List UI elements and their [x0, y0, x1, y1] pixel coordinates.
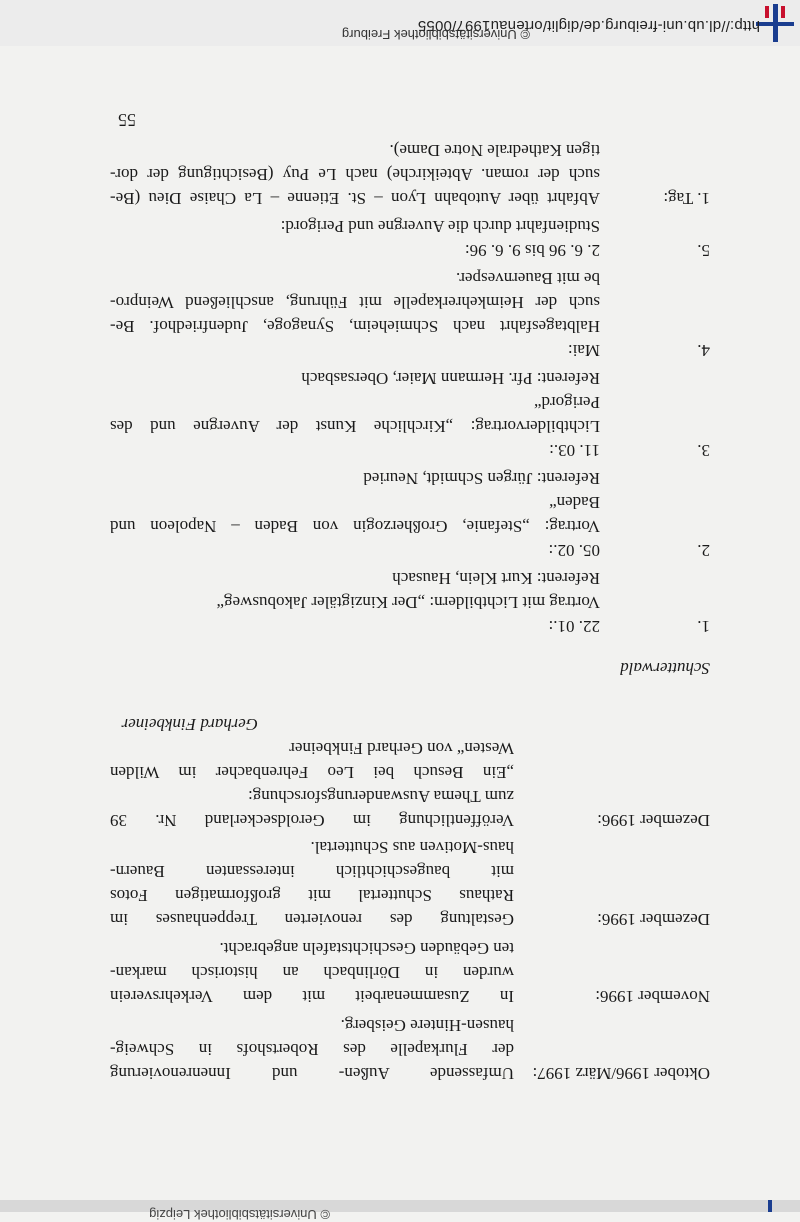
copyright-partial: © Universitätsbibliothek Leipzig — [149, 1207, 330, 1222]
entry-line: mit baugeschichtlich interessanten Bauern- — [110, 862, 514, 881]
entry-number: 3. — [697, 441, 710, 460]
entry-line: Lichtbildervortrag: „Kirchliche Kunst der Auvergne und des — [110, 417, 600, 436]
entry-line: Baden“ — [549, 493, 600, 512]
entry-line: ten Gebäuden Geschichtstafeln angebracht. — [219, 939, 514, 958]
entry-date: November 1996: — [595, 987, 710, 1006]
entry-line: In Zusammenarbeit mit dem Verkehrsverein — [110, 987, 514, 1006]
entry-number: 4. — [697, 341, 710, 360]
entry-date: Dezember 1996: — [597, 811, 710, 830]
entry-line: der Flurkapelle des Robertshofs in Schweig- — [110, 1040, 514, 1059]
entry-line: Veröffentlichung im Geroldseckerland Nr. 39 — [110, 811, 514, 830]
entry-line: haus-Motiven aus Schuttertal. — [310, 838, 514, 857]
entry-date: Dezember 1996: — [597, 910, 710, 929]
entry-line: be mit Bauernvesper. — [456, 269, 600, 288]
entry-line: Vortrag mit Lichtbildern: „Der Kinzigtäler Jakobusweg“ — [216, 593, 600, 612]
entry-date: 22. 01.: — [548, 617, 600, 636]
entry-number: 1. Tag: — [663, 189, 710, 208]
entry-line: Rathaus Schuttertal mit großformatigen Fotos — [110, 886, 514, 905]
entry-line: Studienfahrt durch die Auvergne und Perigord: — [280, 217, 600, 236]
entry-line: Westen“ von Gerhard Finkbeiner — [289, 739, 514, 758]
entry-date: Oktober 1996/März 1997: — [532, 1064, 710, 1083]
entry-date: 11. 03.: — [549, 441, 600, 460]
signature: Gerhard Finkbeiner — [121, 715, 258, 734]
entry-line: hausen-Hintere Geisberg. — [340, 1016, 514, 1035]
header-strip — [0, 1200, 800, 1222]
page-number: 55 — [118, 110, 136, 130]
entry-date: Mai: — [567, 341, 600, 360]
entry-line: Referent: Pfr. Hermann Maier, Obersasbach — [301, 369, 600, 388]
entry-line: tigen Kathedrale Notre Dame). — [389, 141, 600, 160]
entry-line: Vortrag: „Stefanie, Großherzogin von Baden – Napoleon und — [110, 517, 600, 536]
entry-number: 5. — [697, 241, 710, 260]
entry-date: 2. 6. 96 bis 9. 6. 96: — [464, 241, 600, 260]
entry-line: Referent: Jürgen Schmidt, Neuried — [363, 469, 600, 488]
entry-line: Umfassende Außen- und Innenrenovierung — [110, 1064, 514, 1083]
entry-line: such der roman. Abteikirche) nach Le Puy (Besichtigung der dor- — [110, 165, 600, 184]
entry-line: Abfahrt über Autobahn Lyon – St. Etienne – La Chaise Dieu (Be- — [110, 189, 600, 208]
entry-line: Gestaltung des renovierten Treppenhauses im — [110, 910, 514, 929]
entry-line: „Ein Besuch bei Leo Fehrenbacher im Wilden — [110, 763, 514, 782]
entry-line: Perigord“ — [533, 393, 600, 412]
entry-number: 2. — [697, 541, 710, 560]
entry-line: Halbtagesfahrt nach Schmieheim, Synagoge, Judenfriedhof. Be- — [110, 317, 600, 336]
entry-line: zum Thema Auswanderungsforschung: — [248, 787, 514, 806]
entry-date: 05. 02.: — [548, 541, 600, 560]
library-logo-small — [765, 1200, 775, 1212]
copyright-notice: © Universitätsbibliothek Freiburg — [341, 27, 530, 42]
footer-strip — [0, 0, 800, 46]
entry-line: wurden in Dörlinbach an historisch markan- — [110, 963, 514, 982]
entry-line: Referent: Kurt Klein, Hausach — [392, 569, 600, 588]
entry-line: such der Heimkehrerkapelle mit Führung, anschließend Weinpro- — [110, 293, 600, 312]
section-title: Schutterwald — [620, 659, 710, 678]
entry-number: 1. — [697, 617, 710, 636]
source-url-link[interactable]: http://dl.ub.uni-freiburg.de/diglit/ortenau1997/0055 — [417, 17, 760, 34]
